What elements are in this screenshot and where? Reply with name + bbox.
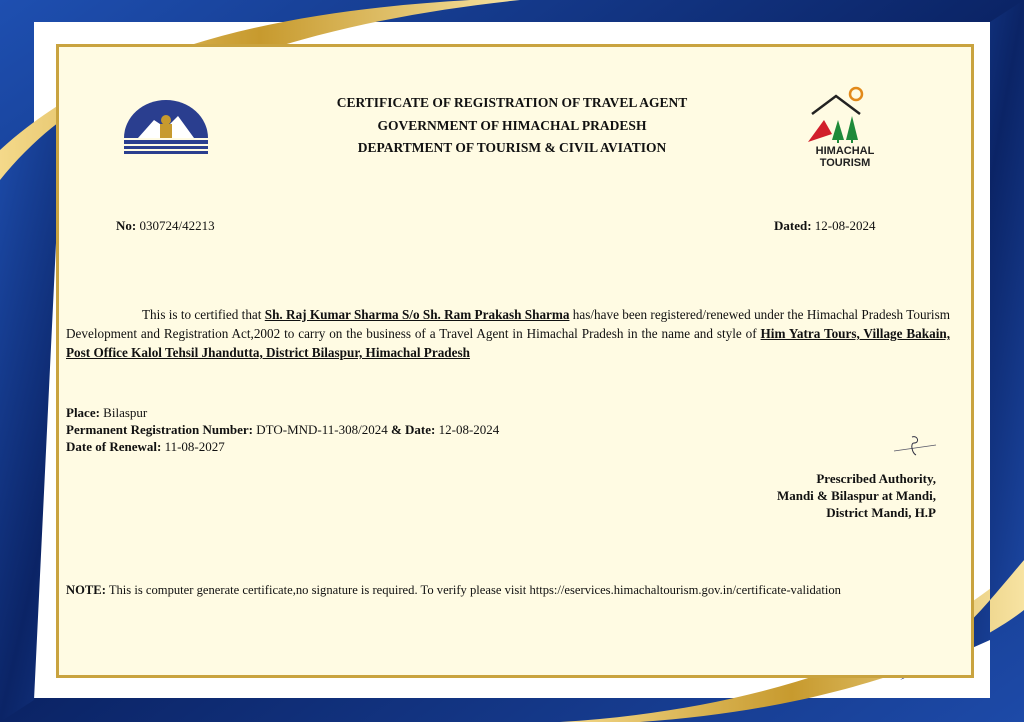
body-intro: This is to certified that <box>142 307 265 322</box>
business-name-address: Him Yatra Tours, Village Bakain, Post Office Kalol Tehsil Jhandutta, District Bilaspur, Himachal Pradesh <box>66 326 950 360</box>
certificate-title: CERTIFICATE OF REGISTRATION OF TRAVEL AGENT <box>336 95 688 110</box>
renewal-label: Date of Renewal: <box>66 439 162 454</box>
place-value: Bilaspur <box>103 405 148 420</box>
certificate-number <box>116 218 215 234</box>
prn-label: Permanent Registration Number: <box>66 422 254 437</box>
place-label: Place: <box>66 405 100 420</box>
holder-name: Sh. Raj Kumar Sharma S/o Sh. Ram Prakash Sharma <box>264 307 570 322</box>
prn-date-label: & Date: <box>390 422 436 437</box>
verification-note <box>66 583 841 598</box>
place-row <box>66 405 147 421</box>
government-heading: GOVERNMENT OF HIMACHAL PRADESH <box>377 118 647 133</box>
prn-date-value: 12-08-2024 <box>438 422 500 437</box>
svg-text:TOURISM: TOURISM <box>819 157 871 168</box>
signature-mark-icon <box>892 433 940 459</box>
authority-line-2: Mandi & Bilaspur at Mandi, <box>776 488 936 503</box>
dated-label: Dated: <box>774 218 812 233</box>
certificate-date <box>774 218 875 234</box>
svg-text:HIMACHAL: HIMACHAL <box>815 145 875 157</box>
department-heading: DEPARTMENT OF TOURISM & CIVIL AVIATION <box>357 140 667 155</box>
authority-line-1: Prescribed Authority, <box>816 471 936 486</box>
prn-value: DTO-MND-11-308/2024 <box>256 422 388 437</box>
note-text: This is computer generate certificate,no signature is required. To verify please visit https://eservices.himachaltourism.gov.in/certificate-validation <box>108 583 841 597</box>
note-label: NOTE: <box>66 583 106 597</box>
body-middle: has/have been registered/renewed under the Himachal Pradesh Tourism Development and Registration Act,2002 to carry on the business of a Travel Agent in Himachal Pradesh in the name and style of <box>66 307 950 341</box>
dated-value: 12-08-2024 <box>814 218 876 233</box>
renewal-row <box>66 439 225 455</box>
registration-row <box>66 422 499 438</box>
renewal-value: 11-08-2027 <box>164 439 225 454</box>
number-value: 030724/42213 <box>139 218 215 233</box>
certificate-body <box>66 305 950 362</box>
authority-line-3: District Mandi, H.P <box>826 505 936 520</box>
number-label: No: <box>116 218 137 233</box>
